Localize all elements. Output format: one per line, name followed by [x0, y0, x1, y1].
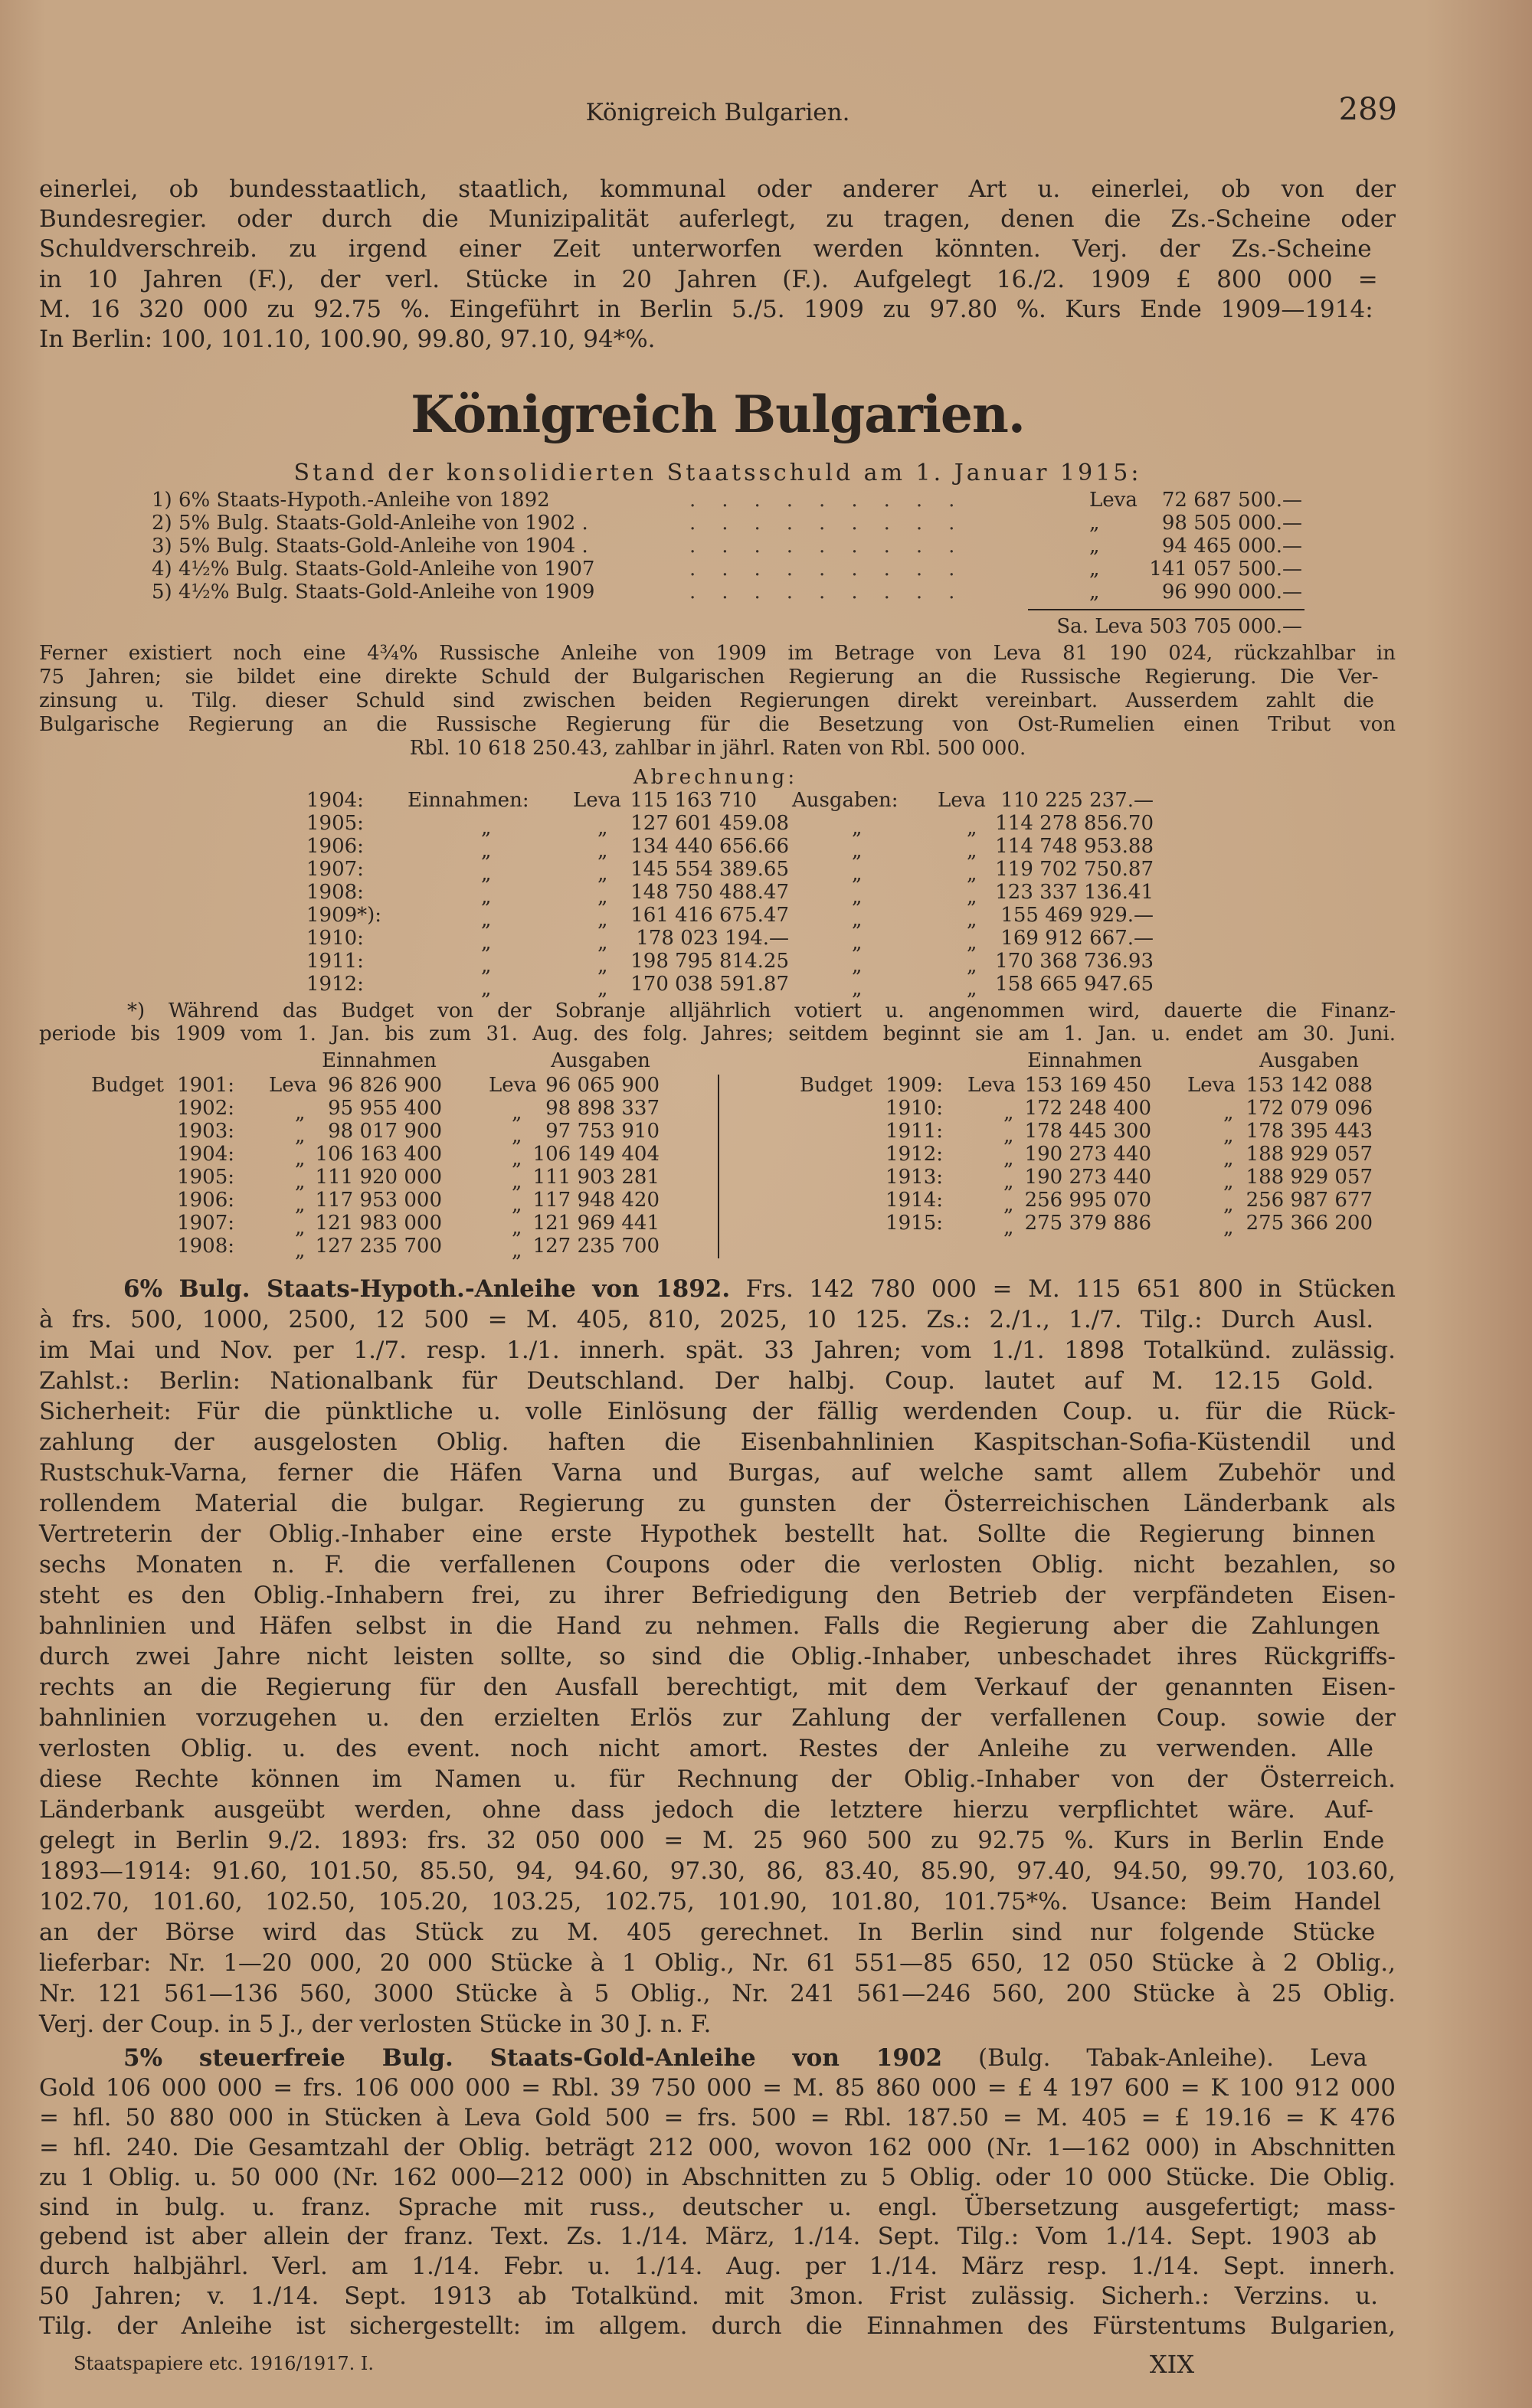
- russian-loan-paragraph-text: Bulgarische Regierung an die Russische Regierung für die Besetzung von Ost-Rumelien einen Tribut von: [39, 713, 1396, 736]
- bond-1892-paragraph-line: [39, 1857, 1396, 1886]
- debt-item-amount: 72 687 500.—: [1161, 489, 1302, 512]
- bond-1892-paragraph-text: Sicherheit: Für die pünktliche u. volle Einlösung der fällig werdenden Coup. u. für die Rück-: [39, 1398, 1396, 1425]
- ditto-mark: „: [597, 816, 608, 839]
- budget-expense-header-left: Ausgaben: [551, 1049, 650, 1072]
- budget-expense: 178 395 443: [1246, 1120, 1373, 1143]
- ditto-mark: „: [597, 931, 608, 954]
- budget-expense: 98 898 337: [545, 1097, 660, 1120]
- settlement-expense: 155 469 929.—: [1000, 904, 1154, 927]
- ditto-mark: „: [1223, 1216, 1234, 1239]
- bond-1892-paragraph-text: lieferbar: Nr. 1—20 000, 20 000 Stücke à 1 Oblig., Nr. 61 551—85 650, 12 050 Stücke à 2 Oblig.,: [39, 1949, 1396, 1977]
- bond-1892-paragraph-line: [39, 2010, 711, 2040]
- budget-income: 178 445 300: [1024, 1120, 1151, 1143]
- leader-dots: .........: [689, 581, 981, 604]
- bond-1892-paragraph-line: [39, 1765, 1396, 1795]
- ditto-mark: „: [481, 977, 492, 1000]
- russian-loan-paragraph-line: [410, 737, 1026, 760]
- ditto-mark: „: [512, 1101, 522, 1124]
- budget-income-header-left: Einnahmen: [322, 1049, 437, 1072]
- budget-income: 275 379 886: [1024, 1212, 1151, 1235]
- ditto-mark: „: [512, 1124, 522, 1147]
- bond-1892-paragraph-line: [39, 1979, 1396, 2009]
- budget-income: 153 169 450: [1024, 1074, 1151, 1097]
- ditto-mark: „: [512, 1170, 522, 1193]
- bond-1892-paragraph-text: Frs. 142 780 000 = M. 115 651 800 in Stücken: [730, 1275, 1396, 1303]
- ditto-mark: „: [852, 839, 863, 862]
- ditto-mark: „: [1003, 1170, 1014, 1193]
- ditto-mark: „: [852, 862, 863, 885]
- intro-paragraph-line: [39, 295, 1373, 325]
- ditto-mark: „: [481, 816, 492, 839]
- debt-item-label: 4) 4½% Bulg. Staats-Gold-Anleihe von 1907: [152, 558, 595, 581]
- settlement-year: 1904:: [306, 789, 364, 812]
- settlement-year: 1909*):: [306, 904, 382, 927]
- budget-income: 172 248 400: [1024, 1097, 1151, 1120]
- settlement-year: 1910:: [306, 927, 364, 950]
- ditto-mark: „: [597, 954, 608, 977]
- settlement-expense: 119 702 750.87: [995, 858, 1154, 881]
- bond-1892-paragraph-line: [39, 1581, 1396, 1611]
- budget-label: Budget: [91, 1074, 164, 1097]
- bond-1902-paragraph-line: [39, 2282, 1378, 2311]
- bond-1892-paragraph-text: zahlung der ausgelosten Oblig. haften die Eisenbahnlinien Kaspitschan-Sofia-Küstendil und: [39, 1428, 1396, 1456]
- bond-1902-paragraph-text: sind in bulg. u. franz. Sprache mit russ., deutscher u. engl. Übersetzung ausgefertigt; mass-: [39, 2193, 1396, 2221]
- settlement-expense-label: Ausgaben:: [792, 789, 899, 812]
- settlement-currency: Leva: [938, 789, 986, 812]
- settlement-expense: 170 368 736.93: [995, 950, 1154, 973]
- intro-paragraph-line: [39, 325, 656, 355]
- russian-loan-paragraph-text: zinsung u. Tilg. dieser Schuld sind zwischen beiden Regierungen direkt vereinbart. Ausserdem zahlt die: [39, 689, 1374, 712]
- ditto-mark: „: [1223, 1147, 1234, 1170]
- budget-income: 256 995 070: [1024, 1189, 1151, 1212]
- settlement-title: Abrechnung:: [633, 766, 798, 789]
- debt-item-amount: 96 990 000.—: [1161, 581, 1302, 604]
- footnote-text: periode bis 1909 vom 1. Jan. bis zum 31. Aug. des folg. Jahres; seitdem beginnt sie am 1. Jan. u. endet am 30. Juni.: [39, 1022, 1396, 1045]
- settlement-income: 198 795 814.25: [630, 950, 789, 973]
- ditto-mark: „: [512, 1239, 522, 1262]
- bond-1892-paragraph-line: [39, 1366, 1374, 1396]
- budget-year: 1914:: [885, 1189, 943, 1212]
- debt-item-currency: „: [1089, 558, 1100, 581]
- budget-year: 1901:: [177, 1074, 234, 1097]
- budget-income: 190 273 440: [1024, 1166, 1151, 1189]
- ditto-mark: „: [295, 1193, 306, 1216]
- settlement-expense: 123 337 136.41: [995, 881, 1154, 904]
- budget-currency: Leva: [269, 1074, 317, 1097]
- ditto-mark: „: [967, 908, 977, 931]
- budget-expense: 106 149 404: [532, 1143, 660, 1166]
- ditto-mark: „: [481, 931, 492, 954]
- bond-1892-paragraph-text: rollendem Material die bulgar. Regierung zu gunsten der Österreichischen Länderbank als: [39, 1490, 1396, 1517]
- budget-year: 1915:: [885, 1212, 943, 1235]
- budget-expense: 121 969 441: [532, 1212, 660, 1235]
- settlement-year: 1912:: [306, 973, 364, 996]
- bond-1902-paragraph-text: = hfl. 240. Die Gesamtzahl der Oblig. beträgt 212 000, wovon 162 000 (Nr. 1—162 000) in Abschnitten: [39, 2133, 1396, 2161]
- settlement-income: 115 163 710: [630, 789, 757, 812]
- ditto-mark: „: [597, 885, 608, 908]
- bond-1892-paragraph-text: verlosten Oblig. u. des event. noch nicht amort. Restes der Anleihe zu verwenden. Alle: [39, 1735, 1374, 1762]
- ditto-mark: „: [481, 908, 492, 931]
- bond-1902-paragraph-title: 5% steuerfreie Bulg. Staats-Gold-Anleihe von 1902: [123, 2044, 943, 2072]
- debt-total: Sa. Leva 503 705 000.—: [1056, 615, 1302, 638]
- budget-year: 1912:: [885, 1143, 943, 1166]
- bond-1902-paragraph-text: (Bulg. Tabak-Anleihe). Leva: [942, 2044, 1367, 2072]
- bond-1902-paragraph-line: [39, 2103, 1396, 2133]
- budget-expense: 256 987 677: [1246, 1189, 1373, 1212]
- budget-expense: 117 948 420: [532, 1189, 660, 1212]
- budget-income: 117 953 000: [315, 1189, 442, 1212]
- ditto-mark: „: [1223, 1170, 1234, 1193]
- settlement-income: 148 750 488.47: [630, 881, 789, 904]
- bond-1892-paragraph-line: [39, 1520, 1375, 1549]
- intro-paragraph-text: einerlei, ob bundesstaatlich, staatlich, kommunal oder anderer Art u. einerlei, ob von der: [39, 175, 1396, 203]
- budget-year: 1903:: [177, 1120, 234, 1143]
- ditto-mark: „: [512, 1216, 522, 1239]
- bond-1892-paragraph-line: [39, 1611, 1380, 1641]
- ditto-mark: „: [295, 1124, 306, 1147]
- bond-1892-paragraph-text: steht es den Oblig.-Inhabern frei, zu ihrer Befriedigung den Betrieb der verpfändeten Eisen-: [39, 1582, 1396, 1609]
- bond-1892-paragraph-text: durch zwei Jahre nicht leisten sollte, so sind die Oblig.-Inhaber, unbeschadet ihres Rückgriffs-: [39, 1643, 1396, 1670]
- budget-divider: [718, 1075, 719, 1258]
- bond-1902-paragraph-text: Tilg. der Anleihe ist sichergestellt: im allgem. durch die Einnahmen des Fürstentums Bulgarien,: [39, 2312, 1396, 2341]
- bond-1902-paragraph-text: zu 1 Oblig. u. 50 000 (Nr. 162 000—212 000) in Abschnitten zu 5 Oblig. oder 10 000 Stücke. Die Oblig.: [39, 2163, 1396, 2191]
- debt-item-amount: 141 057 500.—: [1149, 558, 1302, 581]
- budget-income: 111 920 000: [315, 1166, 442, 1189]
- debt-item-currency: Leva: [1089, 489, 1138, 512]
- ditto-mark: „: [1003, 1101, 1014, 1124]
- ditto-mark: „: [512, 1193, 522, 1216]
- footer-sheet-mark: XIX: [1149, 2350, 1195, 2379]
- ditto-mark: „: [481, 954, 492, 977]
- russian-loan-paragraph-line: [39, 642, 1396, 665]
- budget-currency: Leva: [967, 1074, 1016, 1097]
- ditto-mark: „: [852, 908, 863, 931]
- bond-1902-paragraph-text: = hfl. 50 880 000 in Stücken à Leva Gold 500 = frs. 500 = Rbl. 187.50 = M. 405 = £ 19.16 = K 476: [39, 2103, 1396, 2132]
- ditto-mark: „: [852, 816, 863, 839]
- budget-year: 1902:: [177, 1097, 234, 1120]
- bond-1892-paragraph-text: rechts an die Regierung für den Ausfall berechtigt, mit dem Verkauf der genannten Eisen-: [39, 1673, 1396, 1701]
- bond-1892-paragraph-line: [39, 1887, 1381, 1917]
- budget-income-header-right: Einnahmen: [1027, 1049, 1142, 1072]
- ditto-mark: „: [1003, 1216, 1014, 1239]
- settlement-year: 1908:: [306, 881, 364, 904]
- leader-dots: .........: [689, 558, 981, 581]
- ditto-mark: „: [1003, 1124, 1014, 1147]
- budget-expense: 188 929 057: [1246, 1143, 1373, 1166]
- bond-1892-paragraph-title: 6% Bulg. Staats-Hypoth.-Anleihe von 1892.: [123, 1275, 731, 1303]
- intro-paragraph-line: [39, 234, 1372, 264]
- settlement-expense: 114 278 856.70: [995, 812, 1154, 835]
- section-title: Königreich Bulgarien.: [411, 384, 1025, 444]
- bond-1892-paragraph-text: Verj. der Coup. in 5 J., der verlosten Stücke in 30 J. n. F.: [39, 2010, 712, 2038]
- ditto-mark: „: [967, 931, 977, 954]
- budget-expense: 188 929 057: [1246, 1166, 1373, 1189]
- bond-1902-paragraph-line: [123, 2043, 1367, 2073]
- bond-1892-paragraph-text: Rustschuk-Varna, ferner die Häfen Varna und Burgas, auf welche samt allem Zubehör und: [39, 1459, 1396, 1487]
- ditto-mark: „: [1003, 1193, 1014, 1216]
- bond-1902-paragraph-text: 50 Jahren; v. 1./14. Sept. 1913 ab Totalkünd. mit 3mon. Frist zulässig. Sicherh.: Verzins. u.: [39, 2282, 1379, 2311]
- footnote-line: [39, 1022, 1396, 1045]
- sum-rule: [1028, 609, 1304, 610]
- settlement-expense: 114 748 953.88: [995, 835, 1154, 858]
- ditto-mark: „: [852, 931, 863, 954]
- settlement-year: 1907:: [306, 858, 364, 881]
- ditto-mark: „: [967, 885, 977, 908]
- debt-item-label: 1) 6% Staats-Hypoth.-Anleihe von 1892: [152, 489, 550, 512]
- ditto-mark: „: [597, 862, 608, 885]
- russian-loan-paragraph-text: Ferner existiert noch eine 4¾% Russische Anleihe von 1909 im Betrage von Leva 81 190 024, rückzahlbar in: [39, 642, 1396, 665]
- debt-status-heading: Stand der konsolidierten Staatsschuld am 1. Januar 1915:: [293, 460, 1142, 486]
- bond-1892-paragraph-text: Nr. 121 561—136 560, 3000 Stücke à 5 Oblig., Nr. 241 561—246 560, 200 Stücke à 25 Oblig.: [39, 1980, 1396, 2007]
- bond-1902-paragraph-text: durch halbjährl. Verl. am 1./14. Febr. u. 1./14. Aug. per 1./14. März resp. 1./14. Sept. innerh.: [39, 2253, 1396, 2281]
- ditto-mark: „: [512, 1147, 522, 1170]
- budget-year: 1904:: [177, 1143, 234, 1166]
- debt-item-currency: „: [1089, 512, 1100, 535]
- bond-1892-paragraph-text: sechs Monaten n. F. die verfallenen Coupons oder die verlosten Oblig. nicht bezahlen, so: [39, 1551, 1396, 1579]
- bond-1902-paragraph-line: [39, 2163, 1396, 2193]
- settlement-expense: 169 912 667.—: [1000, 927, 1154, 950]
- bond-1902-paragraph-line: [39, 2222, 1377, 2252]
- ditto-mark: „: [1223, 1101, 1234, 1124]
- settlement-income: 170 038 591.87: [630, 973, 789, 996]
- bond-1892-paragraph-text: an der Börse wird das Stück zu M. 405 gerechnet. In Berlin sind nur folgende Stücke: [39, 1919, 1376, 1946]
- bond-1892-paragraph-line: [39, 1948, 1396, 1978]
- bond-1892-paragraph-line: [39, 1703, 1396, 1733]
- debt-item-label: 5) 4½% Bulg. Staats-Gold-Anleihe von 1909: [152, 581, 595, 604]
- settlement-expense: 158 665 947.65: [995, 973, 1154, 996]
- bond-1892-paragraph-text: gelegt in Berlin 9./2. 1893: frs. 32 050 000 = M. 25 960 500 zu 92.75 %. Kurs in Berlin Ende: [39, 1827, 1385, 1854]
- intro-paragraph-text: Bundesregier. oder durch die Munizipalität auferlegt, zu tragen, denen die Zs.-Scheine oder: [39, 205, 1396, 234]
- ditto-mark: „: [967, 839, 977, 862]
- budget-income: 106 163 400: [315, 1143, 442, 1166]
- ditto-mark: „: [295, 1239, 306, 1262]
- budget-expense-header-right: Ausgaben: [1259, 1049, 1359, 1072]
- ditto-mark: „: [1223, 1193, 1234, 1216]
- bond-1892-paragraph-line: [39, 1673, 1396, 1703]
- ditto-mark: „: [295, 1101, 306, 1124]
- debt-item-currency: „: [1089, 581, 1100, 604]
- budget-year: 1913:: [885, 1166, 943, 1189]
- settlement-expense: 110 225 237.—: [1000, 789, 1154, 812]
- intro-paragraph-text: M. 16 320 000 zu 92.75 %. Eingeführt in Berlin 5./5. 1909 zu 97.80 %. Kurs Ende 1909—1914:: [39, 295, 1373, 323]
- ditto-mark: „: [1003, 1147, 1014, 1170]
- bond-1892-paragraph-text: bahnlinien und Häfen selbst in die Hand zu nehmen. Falls die Regierung aber die Zahlungen: [39, 1612, 1380, 1640]
- bond-1892-paragraph-text: diese Rechte können im Namen u. für Rechnung der Oblig.-Inhaber von der Österreich.: [39, 1765, 1396, 1793]
- settlement-year: 1906:: [306, 835, 364, 858]
- bond-1892-paragraph-text: 1893—1914: 91.60, 101.50, 85.50, 94, 94.60, 97.30, 86, 83.40, 85.90, 97.40, 94.50, 99.70, 103.60,: [39, 1857, 1396, 1885]
- bond-1892-paragraph-line: [39, 1428, 1396, 1458]
- leader-dots: .........: [689, 535, 981, 558]
- running-title: Königreich Bulgarien.: [585, 99, 850, 126]
- bond-1892-paragraph-line: [39, 1734, 1373, 1764]
- footer-signature: Staatspapiere etc. 1916/1917. I.: [74, 2353, 375, 2374]
- ditto-mark: „: [967, 816, 977, 839]
- budget-year: 1911:: [885, 1120, 943, 1143]
- bond-1892-paragraph-text: Länderbank ausgeübt werden, ohne dass jedoch die letztere hierzu verpflichtet wäre. Auf-: [39, 1796, 1373, 1824]
- budget-income: 121 983 000: [315, 1212, 442, 1235]
- russian-loan-paragraph-line: [39, 713, 1396, 736]
- page-number: 289: [1338, 92, 1397, 127]
- settlement-income: 134 440 656.66: [630, 835, 789, 858]
- bond-1892-paragraph-line: [39, 1550, 1396, 1580]
- ditto-mark: „: [295, 1170, 306, 1193]
- budget-expense: 111 903 281: [532, 1166, 660, 1189]
- debt-item-amount: 98 505 000.—: [1161, 512, 1302, 535]
- bond-1902-paragraph-line: [39, 2133, 1396, 2163]
- budget-income: 95 955 400: [328, 1097, 442, 1120]
- bond-1892-paragraph-text: im Mai und Nov. per 1./7. resp. 1./1. innerh. spät. 33 Jahren; vom 1./1. 1898 Totalkünd. zulässig.: [39, 1337, 1396, 1364]
- bond-1892-paragraph-text: bahnlinien vorzugehen u. den erzielten Erlös zur Zahlung der verfallenen Coup. sowie der: [39, 1704, 1396, 1732]
- bond-1892-paragraph-line: [39, 1397, 1396, 1427]
- ditto-mark: „: [481, 862, 492, 885]
- intro-paragraph-line: [39, 265, 1378, 295]
- budget-year: 1910:: [885, 1097, 943, 1120]
- russian-loan-paragraph-line: [39, 689, 1374, 712]
- ditto-mark: „: [1223, 1124, 1234, 1147]
- ditto-mark: „: [852, 977, 863, 1000]
- budget-income: 190 273 440: [1024, 1143, 1151, 1166]
- bond-1892-paragraph-text: 102.70, 101.60, 102.50, 105.20, 103.25, 102.75, 101.90, 101.80, 101.75*%. Usance: Beim Handel: [39, 1888, 1381, 1916]
- budget-year: 1905:: [177, 1166, 234, 1189]
- debt-item-amount: 94 465 000.—: [1161, 535, 1302, 558]
- russian-loan-paragraph-text: 75 Jahren; sie bildet eine direkte Schuld der Bulgarischen Regierung an die Russische Regierung. Die Ver-: [39, 666, 1379, 689]
- bond-1902-paragraph-line: [39, 2193, 1396, 2223]
- footnote-text: *) Während das Budget von der Sobranje alljährlich votiert u. angenommen wird, dauerte die Finanz-: [127, 1000, 1396, 1022]
- settlement-income: 161 416 675.47: [630, 904, 789, 927]
- bond-1892-paragraph-line: [39, 1458, 1396, 1488]
- russian-loan-paragraph-text: Rbl. 10 618 250.43, zahlbar in jährl. Raten von Rbl. 500 000.: [409, 737, 1026, 760]
- bond-1892-paragraph-text: Vertreterin der Oblig.-Inhaber eine erste Hypothek bestellt hat. Sollte die Regierung binnen: [39, 1520, 1376, 1548]
- budget-expense: 172 079 096: [1246, 1097, 1373, 1120]
- budget-year: 1908:: [177, 1235, 234, 1258]
- bond-1902-paragraph-text: gebend ist aber allein der franz. Text. Zs. 1./14. März, 1./14. Sept. Tilg.: Vom 1./14. Sept. 1903 ab: [39, 2223, 1377, 2251]
- settlement-year: 1905:: [306, 812, 364, 835]
- ditto-mark: „: [597, 977, 608, 1000]
- bond-1892-paragraph-line: [39, 1336, 1396, 1366]
- budget-currency: Leva: [1187, 1074, 1236, 1097]
- settlement-year: 1911:: [306, 950, 364, 973]
- budget-currency: Leva: [489, 1074, 537, 1097]
- debt-item-currency: „: [1089, 535, 1100, 558]
- settlement-income: 178 023 194.—: [636, 927, 789, 950]
- russian-loan-paragraph-line: [39, 666, 1378, 689]
- settlement-income-label: Einnahmen:: [408, 789, 529, 812]
- budget-label: Budget: [800, 1074, 872, 1097]
- bond-1892-paragraph-line: [39, 1918, 1375, 1948]
- leader-dots: .........: [689, 512, 981, 535]
- budget-expense: 96 065 900: [545, 1074, 660, 1097]
- settlement-income: 127 601 459.08: [630, 812, 789, 835]
- leader-dots: .........: [689, 489, 981, 512]
- budget-expense: 153 142 088: [1246, 1074, 1373, 1097]
- bond-1902-paragraph-line: [39, 2073, 1396, 2103]
- ditto-mark: „: [481, 839, 492, 862]
- budget-income: 96 826 900: [328, 1074, 442, 1097]
- footnote-line: [127, 1000, 1396, 1022]
- ditto-mark: „: [295, 1216, 306, 1239]
- settlement-income: 145 554 389.65: [630, 858, 789, 881]
- bond-1892-paragraph-line: [39, 1795, 1373, 1825]
- budget-income: 127 235 700: [315, 1235, 442, 1258]
- ditto-mark: „: [852, 954, 863, 977]
- ditto-mark: „: [967, 954, 977, 977]
- ditto-mark: „: [967, 862, 977, 885]
- intro-paragraph-text: in 10 Jahren (F.), der verl. Stücke in 20 Jahren (F.). Aufgelegt 16./2. 1909 £ 800 000 =: [39, 265, 1378, 293]
- debt-item-label: 3) 5% Bulg. Staats-Gold-Anleihe von 1904 .: [152, 535, 588, 558]
- ditto-mark: „: [597, 839, 608, 862]
- ditto-mark: „: [597, 908, 608, 931]
- ditto-mark: „: [967, 977, 977, 1000]
- settlement-currency: Leva: [573, 789, 621, 812]
- bond-1892-paragraph-line: [39, 1489, 1396, 1519]
- intro-paragraph-line: [39, 204, 1396, 234]
- budget-year: 1906:: [177, 1189, 234, 1212]
- bond-1892-paragraph-line: [123, 1274, 1396, 1304]
- bond-1902-paragraph-line: [39, 2252, 1396, 2282]
- bond-1902-paragraph-text: Gold 106 000 000 = frs. 106 000 000 = Rbl. 39 750 000 = M. 85 860 000 = £ 4 197 600 = K 100 912 000: [39, 2073, 1396, 2102]
- budget-year: 1907:: [177, 1212, 234, 1235]
- bond-1892-paragraph-text: à frs. 500, 1000, 2500, 12 500 = M. 405, 810, 2025, 10 125. Zs.: 2./1., 1./7. Tilg.: Durch Ausl.: [39, 1306, 1374, 1333]
- intro-paragraph-line: [39, 175, 1396, 204]
- ditto-mark: „: [852, 885, 863, 908]
- budget-income: 98 017 900: [328, 1120, 442, 1143]
- budget-expense: 275 366 200: [1246, 1212, 1373, 1235]
- budget-expense: 97 753 910: [545, 1120, 660, 1143]
- ditto-mark: „: [295, 1147, 306, 1170]
- bond-1902-paragraph-line: [39, 2311, 1396, 2341]
- intro-paragraph-text: In Berlin: 100, 101.10, 100.90, 99.80, 97.10, 94*%.: [39, 326, 656, 353]
- budget-expense: 127 235 700: [532, 1235, 660, 1258]
- bond-1892-paragraph-text: Zahlst.: Berlin: Nationalbank für Deutschland. Der halbj. Coup. lautet auf M. 12.15 Gold.: [39, 1367, 1374, 1395]
- ditto-mark: „: [481, 885, 492, 908]
- budget-year: 1909:: [885, 1074, 943, 1097]
- bond-1892-paragraph-line: [39, 1305, 1373, 1335]
- debt-item-label: 2) 5% Bulg. Staats-Gold-Anleihe von 1902 .: [152, 512, 588, 535]
- bond-1892-paragraph-line: [39, 1642, 1396, 1672]
- bond-1892-paragraph-line: [39, 1826, 1384, 1856]
- intro-paragraph-text: Schuldverschreib. zu irgend einer Zeit unterworfen werden könnten. Verj. der Zs.-Scheine: [39, 235, 1372, 263]
